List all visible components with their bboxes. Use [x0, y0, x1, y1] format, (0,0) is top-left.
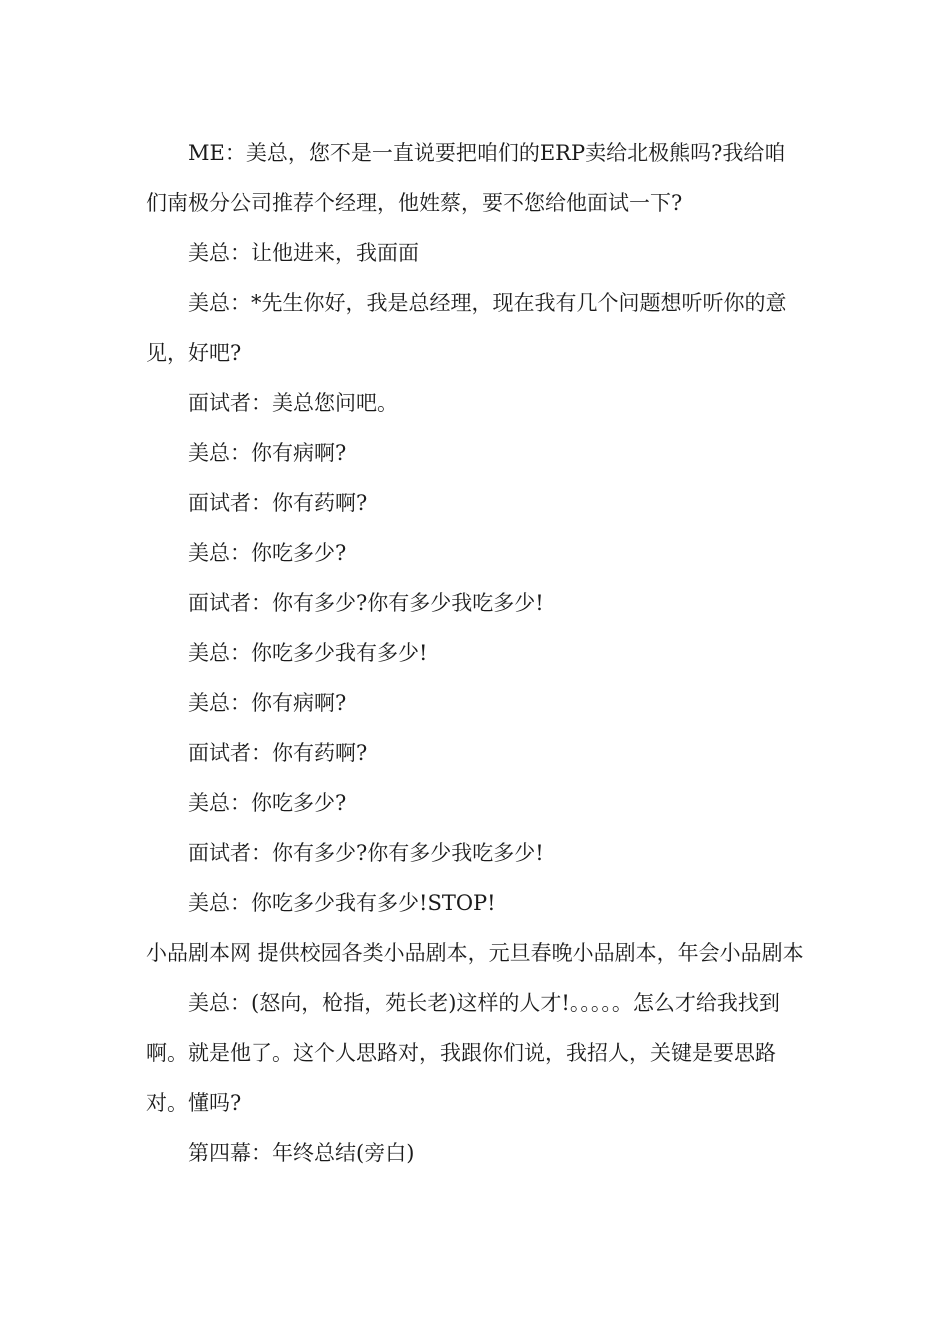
paragraph-8: 面试者：你有多少?你有多少我吃多少! — [188, 591, 544, 615]
paragraph-15: 小品剧本网 提供校园各类小品剧本，元旦春晚小品剧本，年会小品剧本 — [146, 941, 804, 965]
paragraph-17: 第四幕：年终总结(旁白) — [188, 1141, 415, 1165]
paragraph-6: 面试者：你有药啊? — [188, 491, 368, 515]
paragraph-2: 美总：让他进来，我面面 — [188, 241, 419, 265]
document-body — [146, 128, 806, 1178]
paragraph-12: 美总：你吃多少? — [188, 791, 347, 815]
paragraph-5: 美总：你有病啊? — [188, 441, 347, 465]
paragraph-4: 面试者：美总您问吧。 — [188, 391, 398, 415]
paragraph-1: ME：美总，您不是一直说要把咱们的ERP卖给北极熊吗?我给咱们南极分公司推荐个经理，他姓蔡，要不您给他面试一下? — [146, 141, 786, 215]
paragraph-9: 美总：你吃多少我有多少! — [188, 641, 428, 665]
paragraph-11: 面试者：你有药啊? — [188, 741, 368, 765]
paragraph-3: 美总：*先生你好，我是总经理，现在我有几个问题想听听你的意见，好吧? — [146, 291, 787, 365]
paragraph-13: 面试者：你有多少?你有多少我吃多少! — [188, 841, 544, 865]
paragraph-14: 美总：你吃多少我有多少!STOP! — [188, 891, 496, 915]
paragraph-7: 美总：你吃多少? — [188, 541, 347, 565]
paragraph-10: 美总：你有病啊? — [188, 691, 347, 715]
paragraph-16: 美总：(怒向，枪指，苑长老)这样的人才!。。。。。怎么才给我找到啊。就是他了。这个人思路对，我跟你们说，我招人，关键是要思路对。懂吗? — [146, 991, 780, 1115]
